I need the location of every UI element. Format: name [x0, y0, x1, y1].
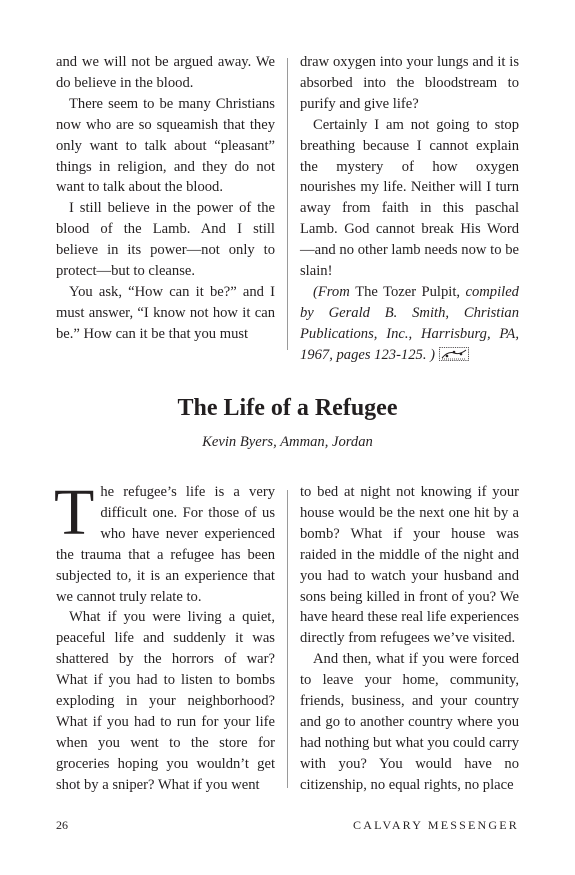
- top-left-column: [56, 52, 275, 345]
- paragraph: There seem to be many Christians now who are so squeamish that they only want to talk about “pleasant” things in religion, and they do not want to talk about the blood.: [56, 95, 275, 196]
- paragraph: I still believe in the power of the blood of the Lamb. And I still believe in its power—not only to protect—but to cleanse.: [56, 200, 275, 280]
- paragraph: You ask, “How can it be?” and I must answer, “I know not how it can be.” How can it be that you must: [56, 283, 275, 342]
- citation-details: compiled by Gerald B. Smith, Christian Publications, Inc., Harrisburg, PA, 1967, pages 123-125. ): [300, 283, 519, 363]
- article-end-ornament-icon: [439, 347, 469, 361]
- paragraph: Certainly I am not going to stop breathing because I cannot explain the mystery of how oxygen nourishes my life. Neither will I turn away from faith in this paschal Lamb. God cannot break His Word—and no other lamb needs now to be slain!: [300, 116, 519, 280]
- paragraph: to bed at night not knowing if your house would be the next one hit by a bomb? What if your house was raided in the middle of the night and you had to watch your husband and sons being killed in front of you? We have heard these real life experiences directly from refugees we’ve visited.: [300, 484, 519, 647]
- paragraph: draw oxygen into your lungs and it is absorbed into the bloodstream to purify and give life?: [300, 54, 519, 112]
- paragraph: [54, 476, 275, 607]
- citation-book-title: The Tozer Pulpit,: [355, 283, 461, 300]
- article-byline: Kevin Byers, Amman, Jordan: [202, 434, 373, 450]
- column-divider: [287, 58, 288, 350]
- paragraph: What if you were living a quiet, peaceful life and suddenly it was shattered by the horrors of war? What if you had to listen to bombs exploding in your neighborhood? What if you had to run for your life when you went to the store for groceries hoping you wouldn’t get shot by a sniper? What if you went: [56, 609, 275, 793]
- bottom-right-column: [300, 482, 519, 796]
- citation-prefix: (From: [313, 283, 356, 300]
- column-divider: [287, 490, 288, 788]
- page-number: 26: [56, 818, 68, 832]
- drop-cap: T: [54, 476, 95, 549]
- source-citation: [300, 282, 519, 366]
- top-right-column: [300, 52, 519, 366]
- magazine-name: CALVARY MESSENGER: [353, 818, 519, 832]
- article-title: The Life of a Refugee: [177, 395, 398, 421]
- bottom-left-column: [54, 476, 275, 796]
- paragraph: and we will not be argued away. We do believe in the blood.: [56, 54, 275, 91]
- paragraph: And then, what if you were forced to leave your home, community, friends, business, and your country and go to another country where you had nothing but what you could carry with you? You would have no citizenship, no equal rights, no place: [300, 651, 519, 793]
- paragraph-text: he refugee’s life is a very difficult one. For those of us who have never experienced the trauma that a refugee has been subjected to, it is an experience that we cannot truly relate to.: [56, 484, 275, 605]
